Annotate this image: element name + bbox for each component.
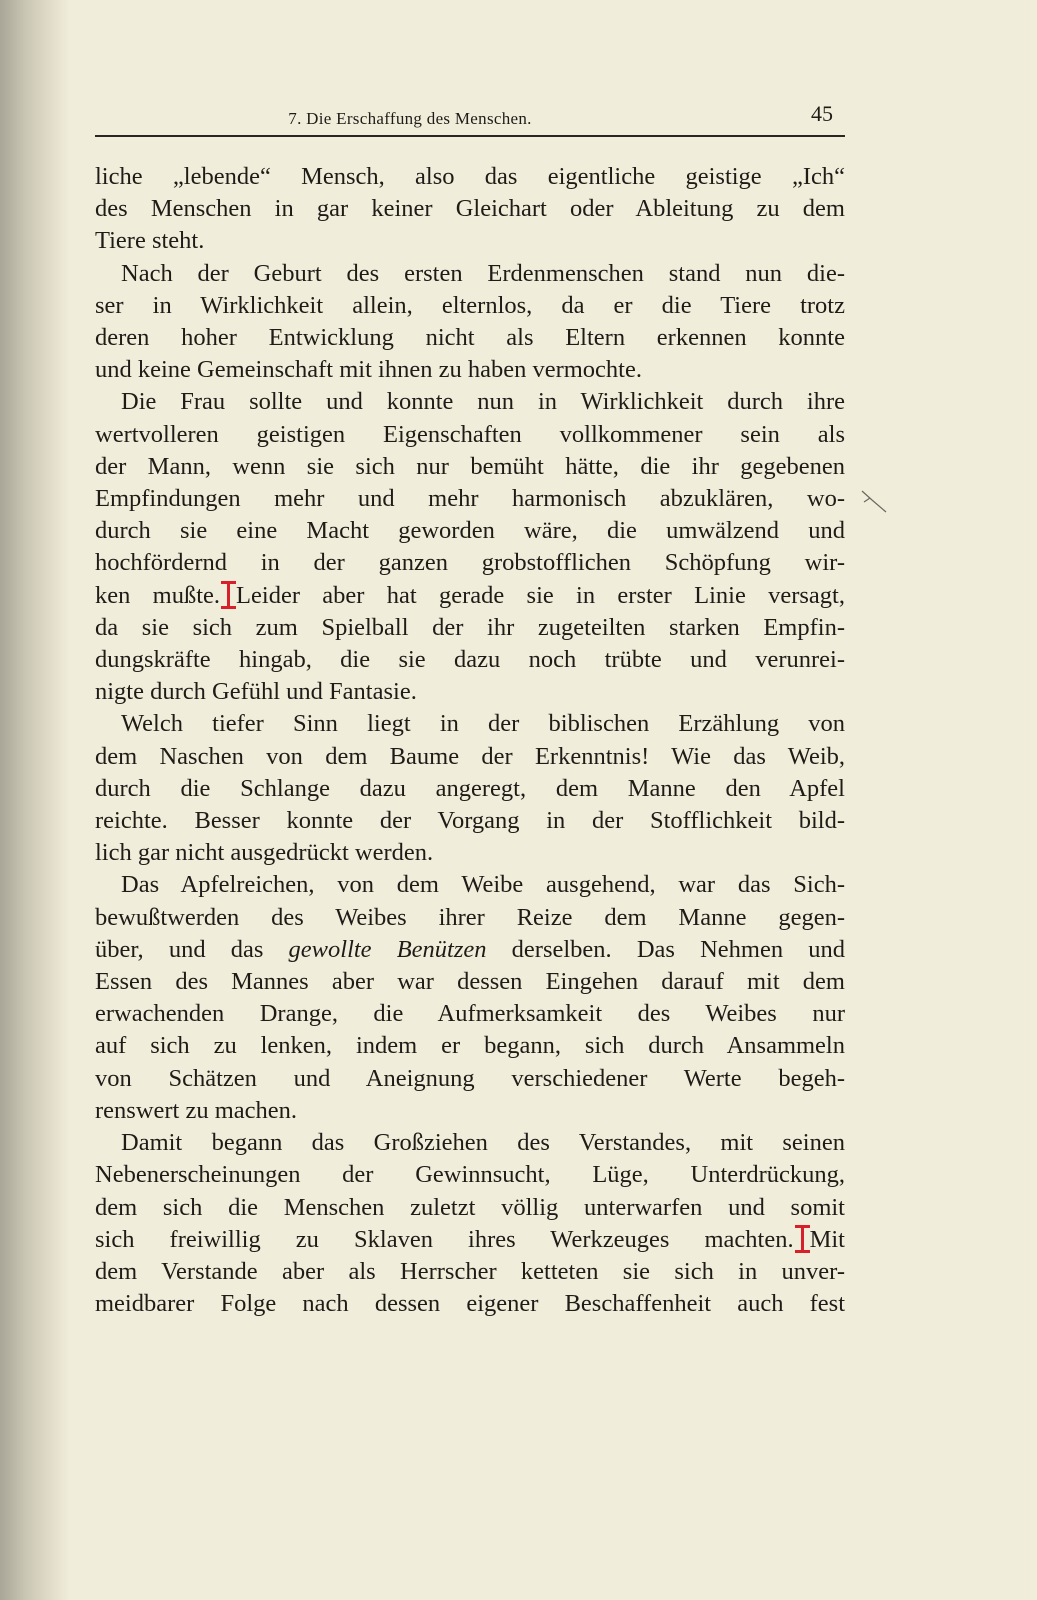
text-line: auf sich zu lenken, indem er begann, sich durch Ansammeln <box>95 1032 845 1060</box>
running-header <box>95 95 845 137</box>
text-line: von Schätzen und Aneignung verschiedener Werte begeh- <box>95 1064 845 1092</box>
text-line: dungskräfte hingab, die sie dazu noch trübte und verunrei- <box>95 646 845 674</box>
text-line: dem Verstande aber als Herrscher ketteten sie sich in unver- <box>95 1257 845 1285</box>
text-line: des Menschen in gar keiner Gleichart oder Ableitung zu dem <box>95 195 845 223</box>
text-fragment: derselben. Das Nehmen und <box>486 935 845 963</box>
text-line-with-italic <box>95 934 845 966</box>
text-line: Welch tiefer Sinn liegt in der biblischen Erzählung von <box>121 710 845 738</box>
paragraph-4 <box>95 708 845 740</box>
text-line: und keine Gemeinschaft mit ihnen zu haben vermochte. <box>95 356 642 384</box>
book-page <box>95 95 845 1320</box>
text-line: wertvolleren geistigen Eigenschaften vollkommener sein als <box>95 420 845 448</box>
text-line: dem Naschen von dem Baume der Erkenntnis! Wie das Weib, <box>95 742 845 770</box>
paragraph-4-cont <box>95 741 845 870</box>
text-fragment: ken mußte. <box>95 581 221 609</box>
text-line: da sie sich zum Spielball der ihr zugeteilten starken Empfin- <box>95 613 845 641</box>
text-line: dem sich die Menschen zuletzt völlig unterwarfen und somit <box>95 1193 845 1221</box>
text-fragment: über, und das <box>95 935 289 963</box>
text-line: durch sie eine Macht geworden wäre, die umwälzend und <box>95 517 845 545</box>
text-line: Nebenerscheinungen der Gewinnsucht, Lüge, Unterdrückung, <box>95 1161 845 1189</box>
paragraph-6 <box>95 1127 845 1159</box>
paragraph-5 <box>95 869 845 901</box>
text-line: renswert zu machen. <box>95 1096 298 1124</box>
chapter-title: 7. Die Erschaffung des Menschen. <box>288 109 532 128</box>
text-line: Tiere steht. <box>95 227 205 255</box>
paragraph-3 <box>95 386 845 418</box>
paragraph-1 <box>95 161 845 258</box>
book-gutter-shadow <box>0 0 70 1600</box>
text-line: Nach der Geburt des ersten Erdenmenschen stand nun die- <box>121 259 845 287</box>
text-line: bewußtwerden des Weibes ihrer Reize dem Manne gegen- <box>95 903 845 931</box>
text-line: nigte durch Gefühl und Fantasie. <box>95 678 417 706</box>
text-line: erwachenden Drange, die Aufmerksamkeit des Weibes nur <box>95 1000 845 1028</box>
paragraph-5-cont <box>95 902 845 1127</box>
emphasized-phrase: gewollte Benützen <box>288 935 487 963</box>
text-fragment: Leider aber hat gerade sie in erster Linie versagt, <box>236 581 845 609</box>
text-line: hochfördernd in der ganzen grobstofflichen Schöpfung wir- <box>95 549 845 577</box>
text-line: Die Frau sollte und konnte nun in Wirklichkeit durch ihre <box>121 388 845 416</box>
text-line: liche „lebende“ Mensch, also das eigentliche geistige „Ich“ <box>95 163 845 190</box>
page-body <box>95 161 845 1320</box>
text-line: der Mann, wenn sie sich nur bemüht hätte, die ihr gegebenen <box>95 452 845 480</box>
pencil-mark <box>860 488 890 514</box>
text-line: lich gar nicht ausgedrückt werden. <box>95 839 434 867</box>
text-line: reichte. Besser konnte der Vorgang in der Stofflichkeit bild- <box>95 807 845 835</box>
paragraph-6-cont <box>95 1159 845 1320</box>
paragraph-break-mark <box>221 581 235 609</box>
paragraph-3-cont <box>95 419 845 709</box>
text-line-with-mark <box>95 580 845 612</box>
text-line-with-mark <box>95 1224 845 1256</box>
text-line: Empfindungen mehr und mehr harmonisch abzuklären, wo- <box>95 485 845 513</box>
paragraph-break-mark <box>795 1225 809 1253</box>
text-line: Damit begann das Großziehen des Verstandes, mit seinen <box>121 1129 845 1157</box>
page-number: 45 <box>811 101 833 126</box>
text-fragment: sich freiwillig zu Sklaven ihres Werkzeuges machten. <box>95 1225 794 1253</box>
text-line: ser in Wirklichkeit allein, elternlos, da er die Tiere trotz <box>95 291 845 319</box>
paragraph-2-cont <box>95 290 845 387</box>
text-line: Das Apfelreichen, von dem Weibe ausgehend, war das Sich- <box>121 871 845 899</box>
text-line: meidbarer Folge nach dessen eigener Beschaffenheit auch fest <box>95 1290 845 1318</box>
text-line: deren hoher Entwicklung nicht als Eltern erkennen konnte <box>95 324 845 352</box>
text-fragment: Mit <box>809 1225 845 1253</box>
text-line: durch die Schlange dazu angeregt, dem Manne den Apfel <box>95 774 845 802</box>
text-line: Essen des Mannes aber war dessen Eingehen darauf mit dem <box>95 968 845 996</box>
paragraph-2 <box>95 258 845 290</box>
